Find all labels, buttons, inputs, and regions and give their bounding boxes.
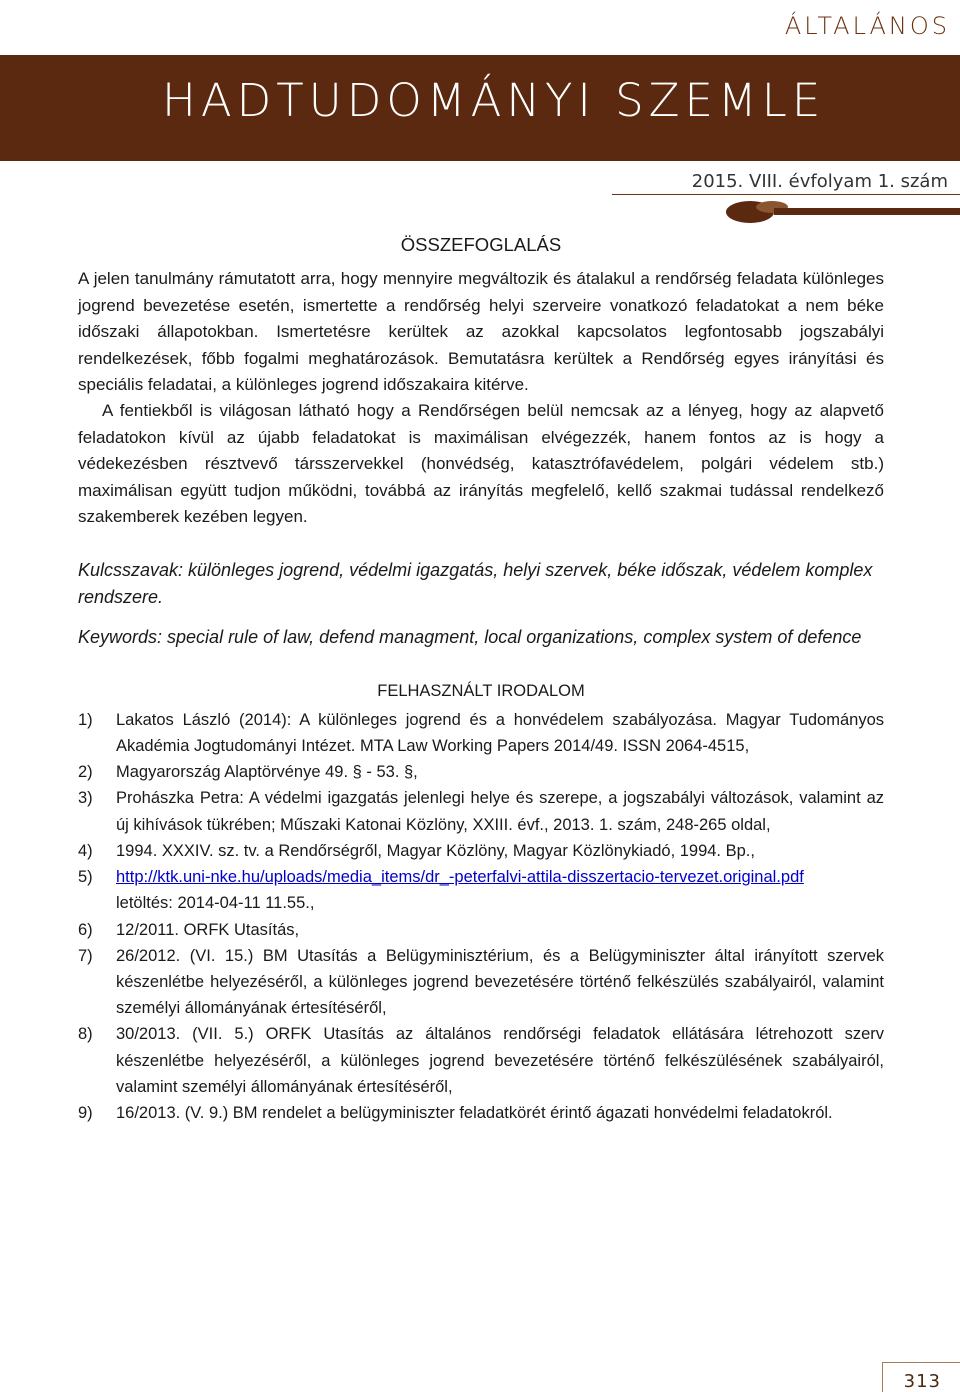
reference-text: 1994. XXXIV. sz. tv. a Rendőrségről, Magyar Közlöny, Magyar Közlönykiadó, 1994. Bp., (116, 841, 755, 860)
summary-heading: ÖSSZEFOGLALÁS (400, 234, 562, 255)
reference-text: 26/2012. (VI. 15.) BM Utasítás a Belügyminisztérium, és a Belügyminiszter által irányított szervek készenlétbe helyezéséről, a különleges jogrend bevezetésére történő felkészülés szabályairól, valamint személyi állományának értesítéséről, (116, 946, 884, 1018)
reference-item (78, 943, 884, 1022)
reference-item (78, 707, 884, 759)
reference-number: 6) (78, 920, 93, 939)
article-body (78, 232, 884, 1126)
reference-number: 4) (78, 841, 93, 860)
reference-item (78, 785, 884, 837)
issue-line (612, 166, 960, 195)
reference-text: Prohászka Petra: A védelmi igazgatás jelenlegi helye és szerepe, a jogszabályi változások, valamint az új kihívások tükrében; Műszaki Katonai Közlöny, XXIII. évf., 2013. 1. szám, 248-265 oldal, (116, 789, 884, 834)
reference-text: Magyarország Alaptörvénye 49. § - 53. §, (116, 763, 418, 782)
reference-number: 9) (78, 1103, 93, 1122)
reference-download-note: letöltés: 2014-04-11 11.55., (116, 894, 315, 913)
reference-item (78, 838, 884, 864)
ornament-icon (724, 199, 960, 225)
reference-text: Lakatos László (2014): A különleges jogrend és a honvédelem szabályozása. Magyar Tudományos Akadémia Jogtudományi Intézet. MTA Law Working Papers 2014/49. ISSN 2064-4515, (116, 710, 884, 756)
reference-number: 7) (78, 946, 93, 965)
reference-text: 30/2013. (VII. 5.) ORFK Utasítás az általános rendőrségi feladatok ellátására létrehozott szerv készenlétbe helyezéséről, a különleges jogrend bevezetésére történő felkészülésének szabályairól, valamint személyi állományának értesítéséről, (116, 1025, 884, 1096)
summary-paragraph: A jelen tanulmány rámutatott arra, hogy mennyire megváltozik és átalakul a rendőrség feladata különleges jogrend bevezetése esetén, ismertette a rendőrség helyi szerveire vonatkozó feladatokat a nem béke időszaki állapotokban. Ismertetésre kerültek az azokkal kapcsolatos legfontosabb jogszabályi rendelkezések, főbb fogalmi meghatározások. Bemutatásra kerültek a Rendőrség egyes irányítási és speciális feladatai, a különleges jogrend időszakaira kitérve. (78, 269, 884, 395)
reference-number: 3) (78, 789, 93, 808)
reference-number: 5) (78, 868, 93, 887)
references-heading: FELHASZNÁLT IRODALOM (377, 682, 585, 701)
reference-link[interactable]: http://ktk.uni-nke.hu/uploads/media_items/dr_-peterfalvi-attila-disszertacio-tervezet.original.pdf (116, 868, 804, 887)
reference-text: 12/2011. ORFK Utasítás, (116, 920, 300, 939)
references-list (78, 707, 884, 1126)
keywords-hungarian: Kulcsszavak: különleges jogrend, védelmi igazgatás, helyi szervek, béke időszak, védelem komplex rendszere. (78, 560, 873, 608)
reference-number: 2) (78, 763, 93, 782)
page-number-box (882, 1362, 960, 1392)
reference-item (78, 759, 884, 785)
reference-item (78, 1021, 884, 1100)
reference-text: 16/2013. (V. 9.) BM rendelet a belügyminiszter feladatkörét érintő ágazati honvédelmi feladatokról. (116, 1103, 833, 1122)
summary-paragraph: A fentiekből is világosan látható hogy a Rendőrségen belül nemcsak az a lényeg, hogy az alapvető feladatokon kívül az újabb feladatokat is maximálisan elvégezzék, hanem fontos az is hogy a védekezésben résztvevő társszervekkel (honvédség, katasztrófavédelem, polgári védelem stb.) maximálisan együtt tudjon működni, továbbá az irányítás megfelelő, kellő szakmai tudással rendelkező szakemberek kezében legyen. (78, 401, 884, 527)
reference-number: 1) (78, 710, 93, 729)
issue-info: 2015. VIII. évfolyam 1. szám (691, 171, 948, 192)
reference-number: 8) (78, 1025, 93, 1044)
journal-title: HADTUDOMÁNYI SZEMLE (162, 74, 826, 127)
keywords-english: Keywords: special rule of law, defend managment, local organizations, complex system of defence (78, 627, 862, 648)
page-number: 313 (903, 1371, 941, 1392)
reference-item (78, 864, 884, 916)
section-label: ÁLTALÁNOS (784, 12, 950, 40)
reference-item (78, 1100, 884, 1126)
reference-item (78, 917, 884, 943)
